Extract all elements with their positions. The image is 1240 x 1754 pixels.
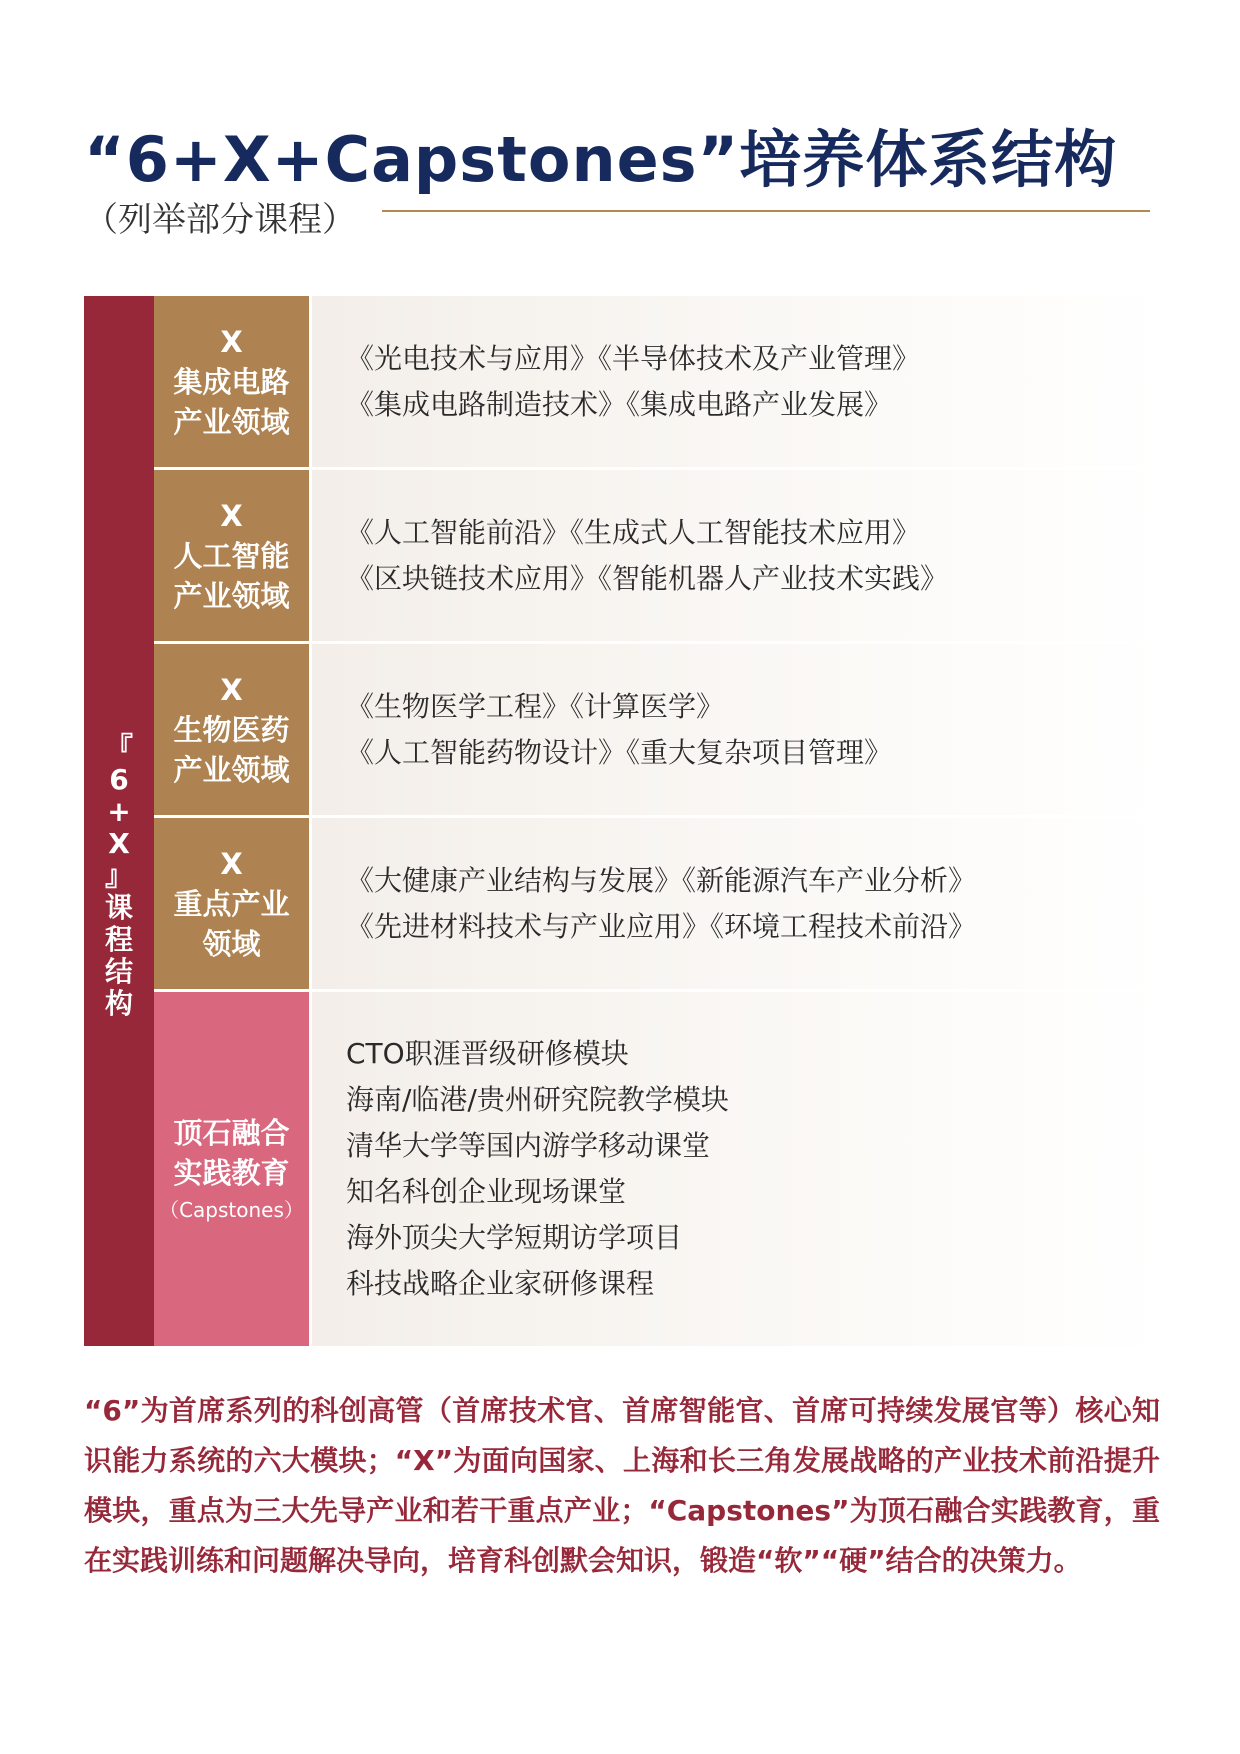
course-line: CTO职涯晋级研修模块 xyxy=(346,1037,629,1070)
course-line: 知名科创企业现场课堂 xyxy=(346,1175,627,1208)
course-line: 《大健康产业结构与发展》《新能源汽车产业分析》 xyxy=(346,863,977,897)
row-category xyxy=(154,644,309,815)
row-category xyxy=(154,992,309,1346)
category-note: （Capstones） xyxy=(159,1198,304,1222)
category-line: 实践教育 xyxy=(173,1156,290,1190)
course-line: 海外顶尖大学短期访学项目 xyxy=(346,1221,683,1254)
row-category xyxy=(154,296,309,467)
course-structure-band xyxy=(84,296,154,1346)
course-line: 《区块链技术应用》《智能机器人产业技术实践》 xyxy=(346,561,949,595)
course-line: 《先进材料技术与产业应用》《环境工程技术前沿》 xyxy=(346,909,977,943)
vertical-char: 程 xyxy=(104,923,133,956)
category-line: 产业领域 xyxy=(173,578,290,613)
subtitle-divider xyxy=(382,210,1150,212)
page-title: “6+X+Capstones”培养体系结构 xyxy=(84,123,1118,196)
footnote-paragraph: “6”为首席系列的科创高管（首席技术官、首席智能官、首席可持续发展官等）核心知识能力系统的六大模块；“X”为面向国家、上海和长三角发展战略的产业技术前沿提升模块，重点为三大先导产业和若干重点产业；“Capstones”为顶石融合实践教育，重在实践训练和问题解决导向，培育科创默会知识，锻造“软”“硬”结合的决策力。 xyxy=(84,1394,1160,1577)
category-line: 顶石融合 xyxy=(173,1116,290,1150)
course-line: 科技战略企业家研修课程 xyxy=(346,1267,655,1300)
row-courses xyxy=(312,992,1160,1346)
page-subtitle: （列举部分课程） xyxy=(84,200,356,240)
course-line: 清华大学等国内游学移动课堂 xyxy=(346,1129,711,1162)
course-line: 《人工智能前沿》《生成式人工智能技术应用》 xyxy=(346,515,921,549)
vertical-char: 6 xyxy=(109,763,129,796)
vertical-char: 』 xyxy=(104,859,133,892)
course-row-key-industry xyxy=(154,818,1160,989)
category-line: 人工智能 xyxy=(173,538,290,573)
row-category xyxy=(154,818,309,989)
category-line: 重点产业 xyxy=(173,886,290,921)
category-line: 领域 xyxy=(202,926,261,961)
vertical-char: + xyxy=(107,795,131,828)
course-line: 《人工智能药物设计》《重大复杂项目管理》 xyxy=(346,735,893,769)
course-row-ai xyxy=(154,470,1160,641)
category-line: 产业领域 xyxy=(173,404,290,439)
vertical-char: 结 xyxy=(104,955,133,988)
category-line: 生物医药 xyxy=(173,712,290,747)
course-line: 《集成电路制造技术》《集成电路产业发展》 xyxy=(346,387,893,421)
category-line: X xyxy=(220,672,243,707)
course-line: 《生物医学工程》《计算医学》 xyxy=(346,689,725,723)
row-courses xyxy=(312,818,1160,989)
course-row-ic xyxy=(154,296,1160,467)
course-structure-label xyxy=(84,732,154,1020)
category-line: X xyxy=(220,846,243,881)
row-courses xyxy=(312,644,1160,815)
course-line: 海南/临港/贵州研究院教学模块 xyxy=(346,1083,729,1116)
course-row-biomed xyxy=(154,644,1160,815)
row-courses xyxy=(312,296,1160,467)
row-category xyxy=(154,470,309,641)
vertical-char: 构 xyxy=(104,987,133,1020)
category-line: X xyxy=(220,498,243,533)
vertical-char: 『 xyxy=(104,731,133,764)
vertical-char: 课 xyxy=(104,891,133,924)
category-line: X xyxy=(220,324,243,359)
course-line: 《光电技术与应用》《半导体技术及产业管理》 xyxy=(346,341,921,375)
row-courses xyxy=(312,470,1160,641)
vertical-char: X xyxy=(108,827,130,860)
course-row-capstones xyxy=(154,992,1160,1346)
category-line: 集成电路 xyxy=(173,364,290,399)
category-line: 产业领域 xyxy=(173,752,290,787)
